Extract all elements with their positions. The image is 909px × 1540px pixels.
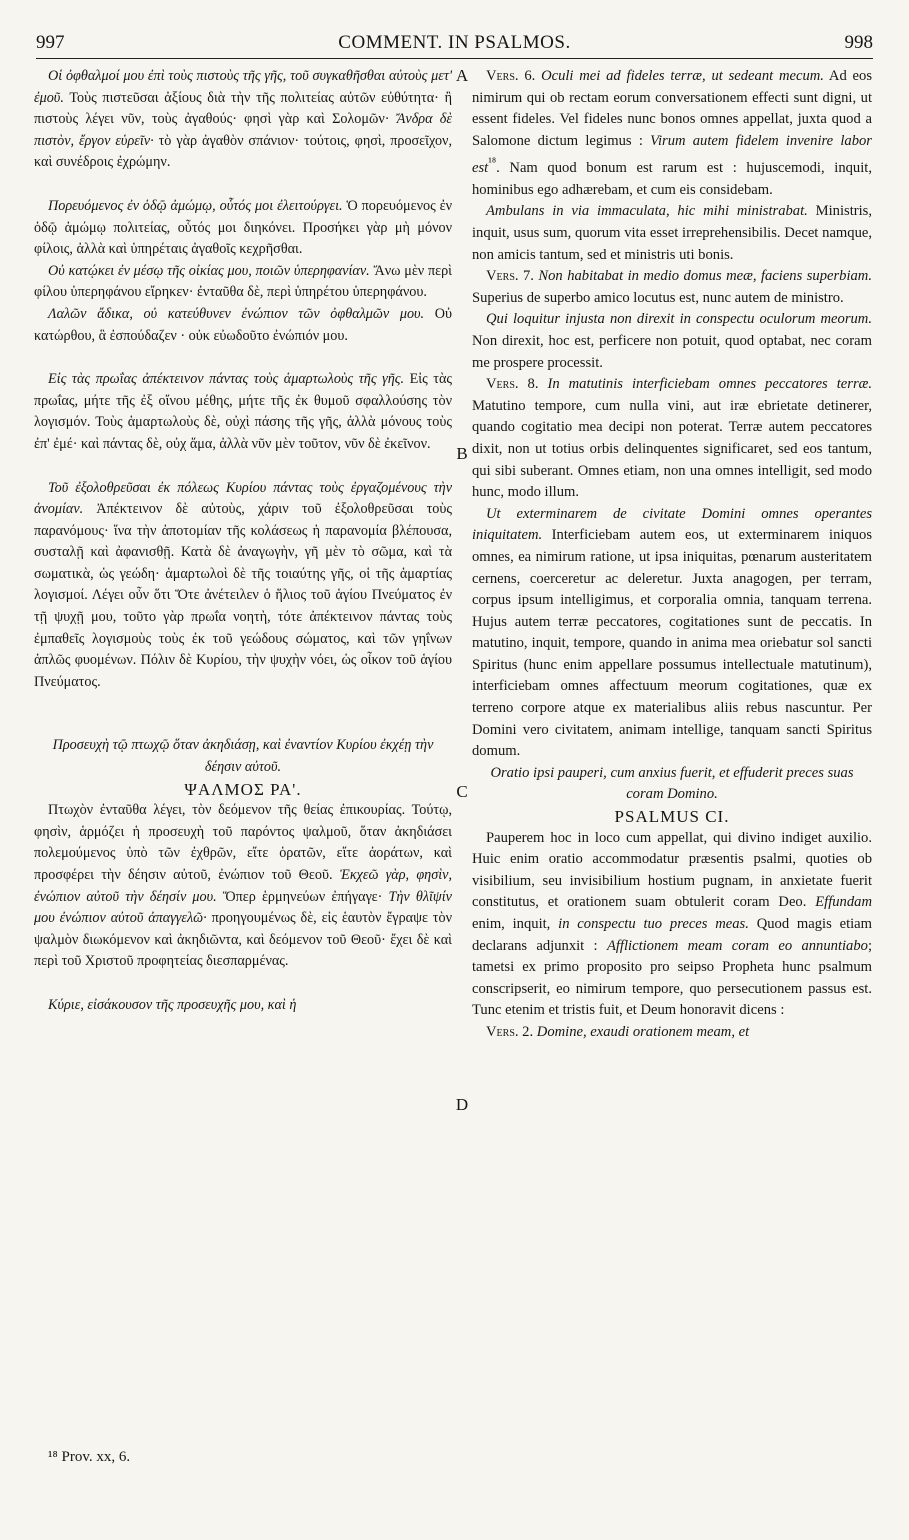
scripture-lemma: Τοῦ ἐξολοθρεῦσαι ἐκ πόλεως Κυρίου πάντας τοὺς ἐργαζομένους τὴν ἀνομίαν. bbox=[34, 479, 452, 518]
commentary-text: Quod magis etiam declarans adjunxit : bbox=[472, 916, 873, 954]
latin-paragraph bbox=[472, 66, 872, 201]
commentary-text: Ὅπερ ἑρμηνεύων ἐπήγαγε· bbox=[222, 888, 383, 905]
scripture-lemma: Domine, exaudi orationem meam, et bbox=[536, 1023, 750, 1040]
scripture-quote: Τὴν θλῖψίν μου ἐνώπιον αὐτοῦ ἀπαγγελῶ· bbox=[34, 888, 452, 927]
scripture-quote: Virum autem fidelem invenire labor est bbox=[472, 132, 872, 177]
scripture-lemma: Πορευόμενος ἐν ὁδῷ ἀμώμῳ, οὗτός μοι ἐλειτούργει. bbox=[48, 197, 343, 214]
scripture-lemma: Λαλῶν ἄδικα, οὐ κατεύθυνεν ἐνώπιον τῶν ὀφθαλμῶν μου. bbox=[48, 305, 425, 322]
commentary-text: Superius de superbo amico locutus est, nunc autem de ministro. bbox=[472, 289, 844, 306]
verse-number: Vers. 6. bbox=[486, 68, 536, 84]
commentary-text: Matutino tempore, cum nulla vini, aut iræ ebrietate detinerer, quando cogitatio mea decipi non poterat. Terræ autem peccatores dixit, non ut totius orbis delinquentes significaret, sed eos tantum, qui sibi suberant. Omnes etiam, non una omnes intelligit, sed modo hunc, modo illum. bbox=[472, 397, 872, 501]
greek-paragraph bbox=[34, 369, 452, 455]
latin-paragraph bbox=[472, 374, 872, 504]
greek-paragraph bbox=[34, 304, 452, 347]
verse-number: Vers. 8. bbox=[486, 376, 539, 393]
commentary-text: . Nam quod bonum est rarum est : hujuscemodi, inquit, hominibus ego adhærebam, et cum eis considebam. bbox=[472, 160, 872, 198]
verse-number: Vers. 7. bbox=[486, 268, 534, 285]
latin-paragraph bbox=[472, 504, 872, 763]
commentary-text: Ἀπέκτεινον δὲ αὐτοὺς, χάριν τοῦ ἐξολοθρεῦσαι τοὺς παρανόμους· ἵνα τὴν ἀποτομίαν τῆς κολάσεως ἡ παρανομία βλέπουσα, συσταλῇ καὶ ἀφανισθῇ. Κατὰ δὲ ἀναγωγὴν, γῆ μὲν τὸ σῶμα, καὶ τὰ σωματικὰ, ὡς γεώδη· ἁμαρτωλοὶ δὲ τῆς τοιαύτης γῆς, οἱ τῆς ἁμαρτίας λογισμοί. Λέγει οὖν ὅτι Ὅτε ἀνέτειλεν ὁ ἥλιος τοῦ ἁγίου Πνεύματος ἐν τῇ ψυχῇ μου, τοῦτο γὰρ πρωΐα νοητὴ, τότε ἀπέκτεινον πάντας τοὺς ἐμπαθεῖς λογισμοὺς τοὺς ἐκ τοῦ γεώδους σώματος, καὶ τῶν γηΐνων ἁπλῶς φυομένων. Πόλιν δὲ Κυρίου, τὴν ψυχὴν νόει, ὡς οἶκον τοῦ ἁγίου Πνεύματος. bbox=[34, 501, 453, 690]
psalm-title: PSALMUS CI. bbox=[614, 807, 730, 827]
scripture-quote: Ἄνδρα δὲ πιστὸν, ἔργον εὑρεῖν· bbox=[34, 111, 452, 149]
scripture-quote: in conspectu tuo preces meas. bbox=[558, 916, 749, 933]
scripture-lemma: Κύριε, εἰσάκουσον τῆς προσευχῆς μου, καὶ ἡ bbox=[48, 996, 297, 1013]
scripture-lemma: Qui loquitur injusta non direxit in conspectu oculorum meorum. bbox=[486, 311, 872, 328]
footnote-ref: ¹⁸ bbox=[488, 155, 497, 170]
scripture-lemma: Oculi mei ad fideles terræ, ut sedeant mecum. bbox=[541, 68, 824, 84]
margin-letter-a: A bbox=[455, 66, 469, 85]
latin-paragraph bbox=[472, 828, 872, 1022]
psalm-inscription: Προσευχὴ τῷ πτωχῷ ὅταν ἀκηδιάσῃ, καὶ ἐναντίον Κυρίου ἐκχέῃ τὴν δέησιν αὐτοῦ. bbox=[52, 737, 434, 776]
running-title: COMMENT. IN PSALMOS. bbox=[338, 32, 571, 53]
page-number-right: 998 bbox=[844, 32, 873, 53]
greek-paragraph bbox=[34, 478, 452, 694]
commentary-text: enim, inquit, bbox=[472, 916, 551, 933]
margin-letter-d: D bbox=[455, 1095, 469, 1114]
commentary-text: Πτωχὸν ἐνταῦθα λέγει, τὸν δεόμενον τῆς θείας ἐπικουρίας. Τούτῳ, φησὶν, ἁρμόζει ἡ προσευχὴ τοῦ παρόντος ψαλμοῦ, ὅταν ἀκηδιάσει πολεμούμενος ὑπὸ τῶν ἐχθρῶν, εἴτε ὁρατῶν, εἴτε ἀοράτων, καὶ προσφέρει τὴν δέησιν αὐτοῦ, ἐνώπιον τοῦ Θεοῦ. bbox=[34, 802, 452, 883]
scripture-lemma: Οὐ κατῴκει ἐν μέσῳ τῆς οἰκίας μου, ποιῶν ὑπερηφανίαν. bbox=[48, 262, 370, 279]
greek-paragraph bbox=[34, 66, 452, 174]
latin-paragraph bbox=[472, 201, 872, 266]
margin-letter-c: C bbox=[456, 782, 468, 801]
commentary-text: Τοὺς πιστεῦσαι ἀξίους διὰ τὴν τῆς πολιτείας αὐτῶν εὐθύτητα· ἢ πιστοὺς λέγει νῦν, τοὺς ἀγαθούς· φησὶ γὰρ καὶ Σολομῶν· bbox=[34, 89, 453, 128]
latin-paragraph bbox=[472, 1022, 872, 1044]
commentary-text: Non direxit, hoc est, perficere non potuit, quod optabat, nec coram me prospere processit. bbox=[472, 332, 872, 371]
latin-column bbox=[472, 66, 872, 1044]
commentary-text: Ad eos nimirum qui ob rectam eorum conversationem effecti sunt digni, ut essent fideles. Vel fideles nunc bonos omnes appellat, juxta quod a Salomone dictum legimus : bbox=[472, 68, 872, 149]
commentary-text: Interficiebam autem eos, ut exterminarem iniquos omnes, ea nimirum ratione, ut ipsa iniquitas, pœnarum austeritatem cernens, coerceretur ac deleretur. Juxta anagogen, per terram, corpus ipsum intelligimus, et corporalia omnia, tanquam terrena. Hujus autem terræ peccatores, cogitationes sunt de peccatis. In matutino, inquit, tempore, quando in anima mea oriebatur sol sancti Spiritus (hunc enim appellare possumus intellectuale matutinum), interficiebam omnes affectuum meorum cogitationes, quæ ex terreno corpore atque ex materialibus aliis rebus nascuntur. Per Domini vero civitatem, animam intellige, tanquam sancti Spiritus domum. bbox=[472, 527, 872, 760]
greek-paragraph bbox=[34, 995, 452, 1017]
scripture-lemma: In matutinis interficiebam omnes peccatores terræ. bbox=[547, 376, 873, 393]
commentary-text: τὸ γὰρ ἀγαθὸν σπάνιον· τούτοις, φησὶ, προσεῖχον, καὶ συνέδροις ἐχρώμην. bbox=[34, 132, 452, 171]
footnote: ¹⁸ Prov. xx, 6. bbox=[48, 1449, 131, 1465]
commentary-text: προηγουμένως δὲ, εἰς ἑαυτὸν ἔγραψε τὸν ψαλμὸν διωκόμενον καὶ ἀκηδιῶντα, καὶ δεόμενον τοῦ Θεοῦ· ἔχει δὲ καὶ περὶ τοῦ Χριστοῦ προφητείας διεσπαρμένας. bbox=[34, 910, 453, 970]
commentary-text: Εἰς τὰς πρωΐας, μήτε τῆς ἐξ οἴνου μέθης, μήτε τῆς ἐκ θυμοῦ σφαλλούσης τὸν λογισμόν. Τοὺς ἁμαρτωλοὺς δὲ, οὐχὶ πάσης τῆς γῆς, ἀλλὰ μόνους τοὺς ἐπ' ἐμέ· καὶ πάντας δὲ, οὐχ ἅμα, ἀλλὰ νῦν μὲν τοῦτον, νῦν δὲ ἐκεῖνον. bbox=[34, 371, 452, 452]
greek-paragraph bbox=[34, 261, 452, 304]
scripture-lemma: Ambulans in via immaculata, hic mihi ministrabat. bbox=[486, 203, 808, 220]
scripture-lemma: Ut exterminarem de civitate Domini omnes operantes iniquitatem. bbox=[472, 505, 872, 544]
scripture-quote: Afflictionem meam coram eo annuntiabo bbox=[606, 937, 868, 954]
greek-paragraph bbox=[34, 800, 452, 973]
commentary-text: Pauperem hoc in loco cum appellat, qui divino indiget auxilio. Huic enim oratio accommodatur præsentis psalmi, quoties ob visibilium, seu invisibilium hostium pugnam, in anxietate fuerit constitutus, et orationem suam obtulerit coram Deo. bbox=[472, 829, 872, 911]
scripture-lemma: Εἰς τὰς πρωΐας ἀπέκτεινον πάντας τοὺς ἁμαρτωλοὺς τῆς γῆς. bbox=[48, 371, 405, 388]
latin-paragraph bbox=[472, 266, 872, 309]
scripture-lemma: Οἱ ὀφθαλμοί μου ἐπὶ τοὺς πιστοὺς τῆς γῆς, τοῦ συγκαθῆσθαι αὐτοὺς μετ' ἐμοῦ. bbox=[34, 68, 452, 106]
latin-paragraph bbox=[472, 309, 872, 374]
scripture-quote: Effundam bbox=[815, 894, 872, 911]
greek-paragraph bbox=[34, 196, 452, 261]
scripture-lemma: Non habitabat in medio domus meæ, faciens superbiam. bbox=[538, 268, 872, 285]
running-header bbox=[36, 32, 873, 59]
commentary-text: ; tametsi ex primo proposito pro seipso Propheta hunc psalmum conscripserit, eo nimirum tempore, quo persecutionem passus est. Tunc etenim et tristis fuit, et Deum honoravit dicens : bbox=[472, 937, 873, 1019]
margin-letter-b: B bbox=[456, 444, 468, 463]
commentary-text: Ministris, inquit, usus sum, quorum vita esset irreprehensibilis. Decet namque, non amicis tantum, sed et ministris uti bonis. bbox=[472, 203, 872, 263]
page-number-left: 997 bbox=[36, 32, 65, 53]
psalm-title: ΨΑΛΜΟΣ ΡΑ'. bbox=[184, 779, 302, 799]
commentary-text: Ἄνω μὲν περὶ φίλου ὑπερηφάνου εἴρηκεν· ἐνταῦθα δὲ, περὶ ὑπηρέτου ὑπερηφάνου. bbox=[34, 262, 452, 301]
commentary-text: Οὐ κατώρθου, ἃ ἐσπούδαζεν · οὐκ εὐωδοῦτο ἐνώπιόν μου. bbox=[34, 305, 453, 344]
psalm-inscription: Oratio ipsi pauperi, cum anxius fuerit, et effuderit preces suas coram Domino. bbox=[490, 764, 854, 803]
scripture-quote: Ἐκχεῶ γὰρ, φησὶν, ἐνώπιον αὐτοῦ τὴν δέησίν μου. bbox=[34, 867, 452, 905]
commentary-text: Ὁ πορευόμενος ἐν ὁδῷ ἀμώμῳ πολιτείας, οὗτός μοι διηκόνει. Προσήκει γὰρ μὴ μόνον φίλοις, ἀλλὰ καὶ ὑπηρέταις ἀγαθοῖς κεχρῆσθαι. bbox=[34, 197, 453, 258]
greek-column bbox=[34, 66, 452, 1017]
verse-number: Vers. 2. bbox=[486, 1023, 534, 1040]
